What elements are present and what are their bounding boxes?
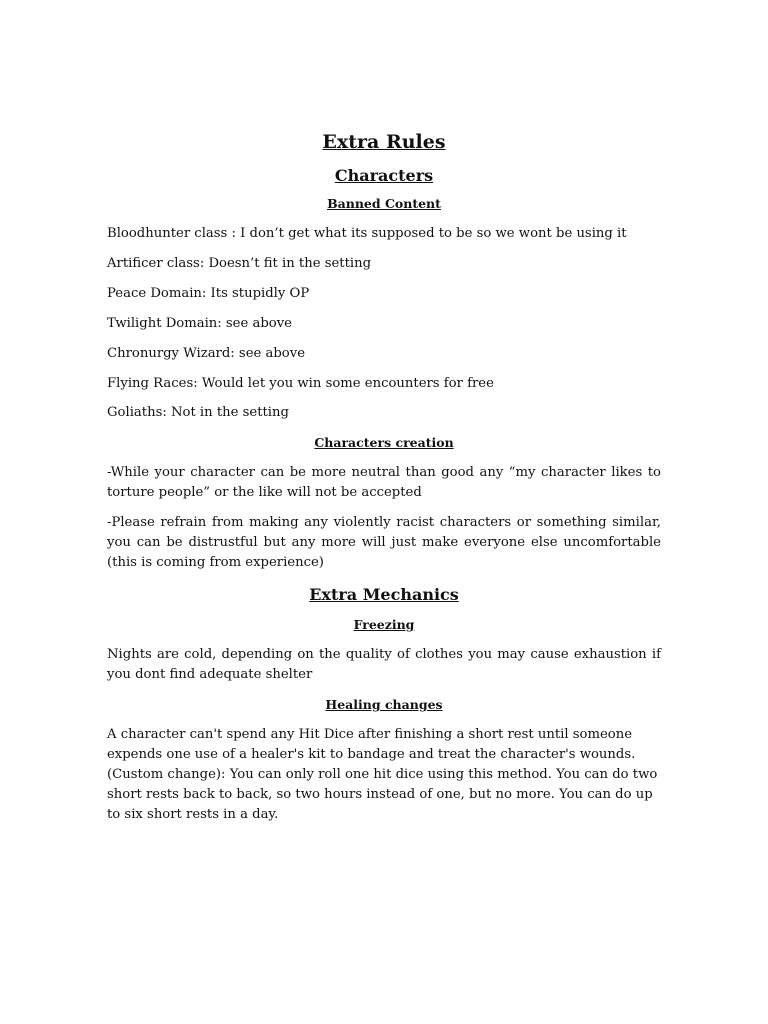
creation-paragraph-racism: -Please refrain from making any violently racist characters or something similar, you can be distrustful but any more will just make everyone else uncomfortable (this is coming from experience) (107, 515, 661, 570)
subsection-heading-freezing: Freezing (353, 617, 415, 632)
healing-paragraph: A character can't spend any Hit Dice after finishing a short rest until someone expends one use of a healer's kit to bandage and treat the character's wounds. (Custom change): You can only roll one hit dice using this method. You can do two short rests back to back, so two hours instead of one, but no more. You can do up to six short rests in a day. (107, 727, 658, 822)
section-heading-characters: Characters (334, 166, 434, 185)
subsection-heading-characters-creation: Characters creation (314, 435, 454, 450)
subsection-heading-banned-content: Banned Content (327, 196, 441, 211)
banned-item-goliaths: Goliaths: Not in the setting (107, 405, 289, 420)
banned-item-twilight-domain: Twilight Domain: see above (107, 316, 292, 331)
freezing-paragraph: Nights are cold, depending on the quality of clothes you may cause exhaustion if you dont find adequate shelter (107, 647, 661, 682)
creation-paragraph-alignment: -While your character can be more neutral than good any “my character likes to torture people” or the like will not be accepted (107, 465, 661, 500)
banned-item-flying-races: Flying Races: Would let you win some encounters for free (107, 376, 494, 391)
banned-item-artificer: Artificer class: Doesn’t fit in the setting (107, 256, 372, 271)
banned-item-chronurgy-wizard: Chronurgy Wizard: see above (107, 346, 305, 361)
banned-item-bloodhunter: Bloodhunter class : I don’t get what its supposed to be so we wont be using it (107, 226, 627, 241)
banned-item-peace-domain: Peace Domain: Its stupidly OP (107, 286, 310, 301)
document-title: Extra Rules (322, 131, 446, 153)
subsection-heading-healing-changes: Healing changes (325, 697, 443, 712)
document-page (107, 128, 661, 825)
section-heading-extra-mechanics: Extra Mechanics (309, 585, 459, 604)
